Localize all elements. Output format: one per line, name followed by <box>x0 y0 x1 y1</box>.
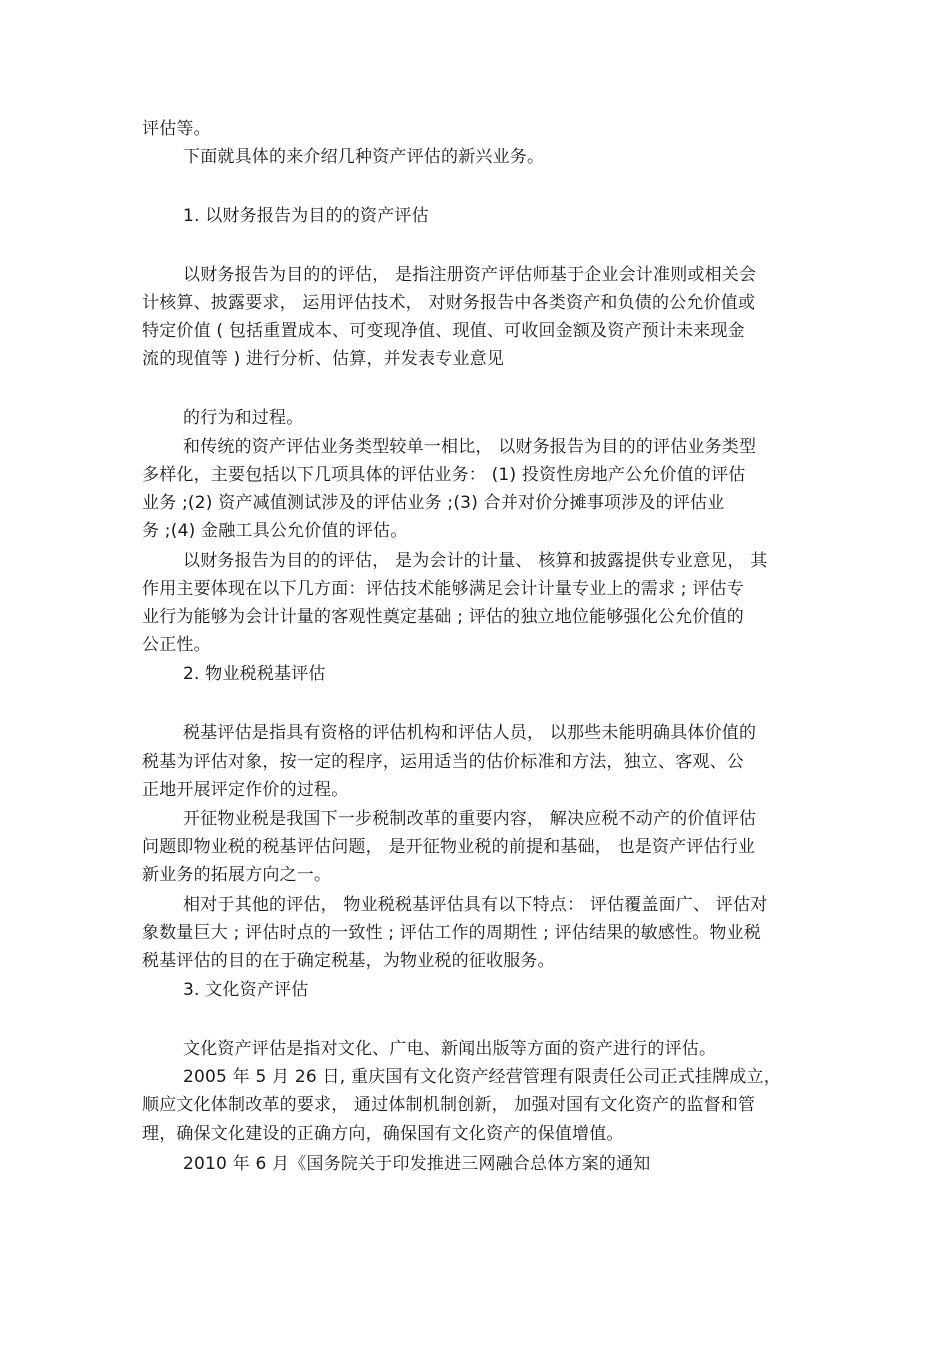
text-line: 文化资产评估是指对文化、广电、新闻出版等方面的资产进行的评估。 <box>183 1039 717 1059</box>
text-line: 顺应文化体制改革的要求， 通过体制机制创新， 加强对国有文化资产的监督和管 <box>142 1095 756 1115</box>
text-line: 新业务的拓展方向之一。 <box>142 865 332 885</box>
text-line: 业务 ;(2) 资产减值测试涉及的评估业务 ;(3) 合并对价分摊事项涉及的评估业 <box>142 493 725 513</box>
text-line: 正地开展评定作价的过程。 <box>142 780 349 800</box>
text-line: 象数量巨大 ; 评估时点的一致性 ; 评估工作的周期性 ; 评估结果的敏感性。物业税 <box>142 923 762 943</box>
text-line: 计核算、披露要求， 运用评估技术， 对财务报告中各类资产和负债的公允价值或 <box>142 293 756 313</box>
section-heading-2: 2. 物业税税基评估 <box>183 664 326 684</box>
text-line: 下面就具体的来介绍几种资产评估的新兴业务。 <box>183 147 545 167</box>
text-line: 公正性。 <box>142 635 211 655</box>
text-line: 特定价值 ( 包括重置成本、可变现净值、现值、可收回金额及资产预计未来现金 <box>142 321 745 341</box>
text-line: 税基评估是指具有资格的评估机构和评估人员， 以那些未能明确具体价值的 <box>183 723 757 743</box>
text-line: 相对于其他的评估， 物业税税基评估具有以下特点： 评估覆盖面广、 评估对 <box>183 895 768 915</box>
text-line: 务 ;(4) 金融工具公允价值的评估。 <box>142 521 408 541</box>
text-line: 问题即物业税的税基评估问题， 是开征物业税的前提和基础， 也是资产评估行业 <box>142 837 756 857</box>
text-line: 理，确保文化建设的正确方向，确保国有文化资产的保值增值。 <box>142 1124 624 1144</box>
text-line: 以财务报告为目的的评估， 是指注册资产评估师基于企业会计准则或相关会 <box>183 265 757 285</box>
text-line: 业行为能够为会计计量的客观性奠定基础 ; 评估的独立地位能够强化公允价值的 <box>142 607 744 627</box>
text-line: 多样化，主要包括以下几项具体的评估业务： (1) 投资性房地产公允价值的评估 <box>142 465 746 485</box>
text-line: 作用主要体现在以下几方面：评估技术能够满足会计计量专业上的需求 ; 评估专 <box>142 579 744 599</box>
text-line: 2005 年 5 月 26 日, 重庆国有文化资产经营管理有限责任公司正式挂牌成立， <box>183 1067 781 1087</box>
text-line: 税基为评估对象，按一定的程序，运用适当的估价标准和方法，独立、客观、公 <box>142 752 744 772</box>
text-line: 以财务报告为目的的评估， 是为会计的计量、 核算和披露提供专业意见， 其 <box>183 551 768 571</box>
section-heading-1: 1. 以财务报告为目的的资产评估 <box>183 206 429 226</box>
text-line: 税基评估的目的在于确定税基，为物业税的征收服务。 <box>142 951 555 971</box>
text-line: 开征物业税是我国下一步税制改革的重要内容， 解决应税不动产的价值评估 <box>183 809 757 829</box>
text-line: 和传统的资产评估业务类型较单一相比， 以财务报告为目的的评估业务类型 <box>183 437 757 457</box>
section-heading-3: 3. 文化资产评估 <box>183 980 309 1000</box>
text-line: 的行为和过程。 <box>183 408 304 428</box>
text-line: 2010 年 6 月《国务院关于印发推进三网融合总体方案的通知 <box>183 1154 651 1174</box>
text-line: 评估等。 <box>142 119 211 139</box>
text-line: 流的现值等 ) 进行分析、估算，并发表专业意见 <box>142 349 505 369</box>
